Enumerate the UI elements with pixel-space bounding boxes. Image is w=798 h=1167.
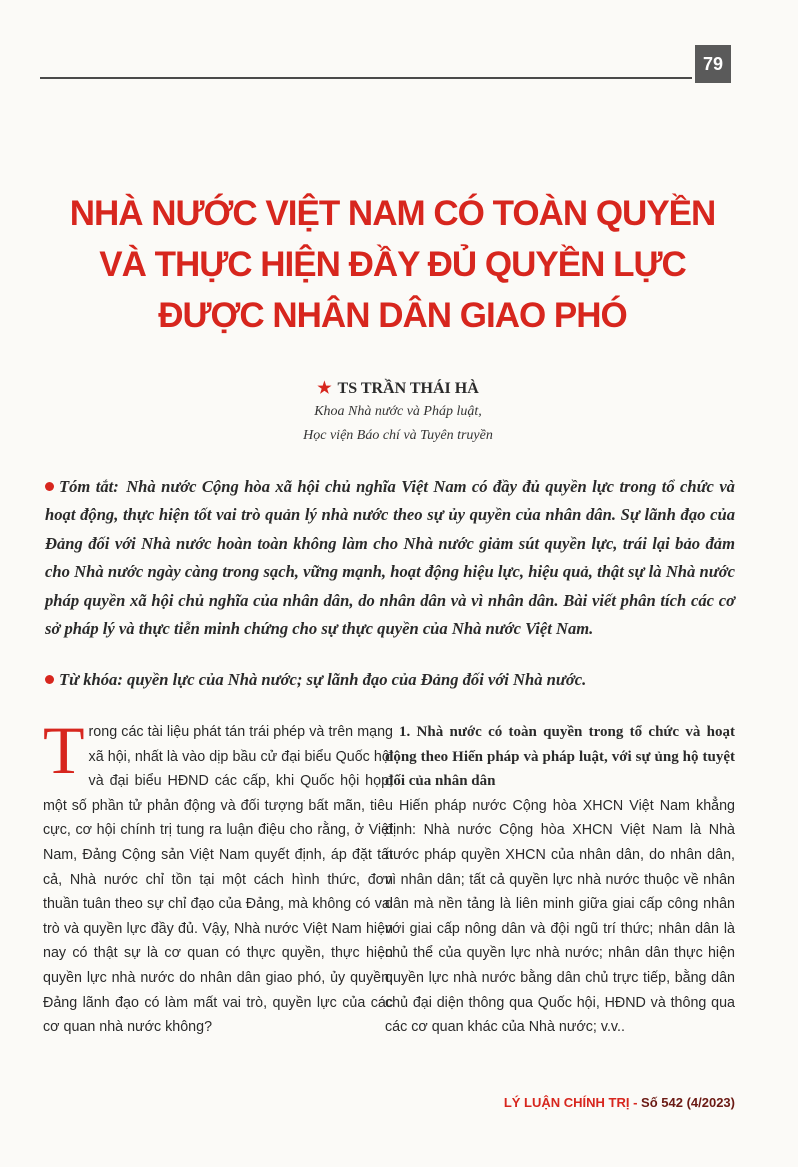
keywords-text: quyền lực của Nhà nước; sự lãnh đạo của Đảng đối với Nhà nước. — [127, 670, 587, 689]
page-number: 79 — [695, 45, 731, 83]
author-name: TS TRẦN THÁI HÀ — [337, 380, 479, 397]
keywords — [45, 666, 735, 694]
issue-number: Số 542 (4/2023) — [641, 1095, 735, 1110]
body-right-text: Hiến pháp nước Cộng hòa XHCN Việt Nam khẳng định: Nhà nước Cộng hòa XHCN Việt Nam là Nhà nước pháp quyền XHCN của nhân dân, do nhân dân, vì nhân dân; tất cả quyền lực nhà nước thuộc về nhân dân mà nền tảng là liên minh giữa giai cấp công nhân với giai cấp nông dân và đội ngũ trí thức; nhân dân là chủ thể của quyền lực nhà nước; nhân dân thực hiện quyền lực nhà nước bằng dân chủ trực tiếp, bằng dân chủ đại diện thông qua Quốc hội, HĐND và thông qua các cơ quan khác của Nhà nước; v.v.. — [385, 797, 735, 1036]
abstract-label: Tóm tắt: — [59, 477, 119, 496]
title-line-3: ĐƯỢC NHÂN DÂN GIAO PHÓ — [158, 296, 627, 335]
title-line-1: NHÀ NƯỚC VIỆT NAM CÓ TOÀN QUYỀN — [69, 194, 716, 233]
bullet-dot-icon — [45, 482, 54, 491]
header-rule — [40, 77, 692, 79]
body-left-text: rong các tài liệu phát tán trái phép và trên mạng xã hội, nhất là vào dịp bầu cử đại biểu Quốc hội và đại biểu HĐND các cấp, khi Quốc hội họp, một số phần tử phản động và đối tượng bất mãn, tiêu cực, cơ hội chính trị tung ra luận điệu cho rằng, ở Việt Nam, Đảng Cộng sản Việt Nam quyết định, áp đặt tất cả, Nhà nước chỉ tồn tại một cách hình thức, đơn thuần tuân theo sự chỉ đạo của Đảng, mà không có vai trò và quyền lực đầy đủ. Vậy, Nhà nước Việt Nam hiện nay có thật sự là cơ quan có thực quyền, thực hiện quyền lực nhà nước do nhân dân giao phó, ủy quyền; Đảng lãnh đạo có làm mất vai trò, quyền lực của các cơ quan nhà nước không? — [43, 724, 393, 1036]
bullet-dot-icon — [45, 675, 54, 684]
affiliation-line-2: Học viện Báo chí và Tuyên truyền — [303, 428, 493, 443]
keywords-label: Từ khóa: — [59, 670, 123, 689]
dropcap: T — [43, 712, 85, 788]
title-line-2: VÀ THỰC HIỆN ĐẦY ĐỦ QUYỀN LỰC — [99, 245, 686, 284]
journal-name: LÝ LUẬN CHÍNH TRỊ — [503, 1095, 630, 1110]
abstract-text: Nhà nước Cộng hòa xã hội chủ nghĩa Việt Nam có đầy đủ quyền lực trong tổ chức và hoạt động, thực hiện tốt vai trò quản lý nhà nước theo sự ủy quyền của nhân dân. Sự lãnh đạo của Đảng đối với Nhà nước hoàn toàn không làm cho Nhà nước giảm sút quyền lực, trái lại bảo đảm cho Nhà nước ngày càng trong sạch, vững mạnh, hoạt động hiệu lực, hiệu quả, thật sự là Nhà nước pháp quyền xã hội chủ nghĩa của nhân dân, do nhân dân và vì nhân dân. Bài viết phân tích các cơ sở pháp lý và thực tiễn minh chứng cho sự thực quyền của Nhà nước Việt Nam. — [45, 477, 735, 639]
footer — [480, 1095, 735, 1110]
section-heading: 1. Nhà nước có toàn quyền trong tổ chức và hoạt động theo Hiến pháp và pháp luật, với sự ủng hộ tuyệt đối của nhân dân — [385, 724, 735, 790]
footer-separator: - — [629, 1095, 642, 1110]
article-title — [60, 188, 725, 341]
author-line — [248, 378, 548, 398]
affiliation-line-1: Khoa Nhà nước và Pháp luật, — [314, 404, 482, 419]
star-icon: ★ — [317, 380, 332, 397]
body-left-column — [43, 712, 393, 1040]
body-right-column — [385, 720, 735, 1040]
abstract — [45, 473, 735, 643]
